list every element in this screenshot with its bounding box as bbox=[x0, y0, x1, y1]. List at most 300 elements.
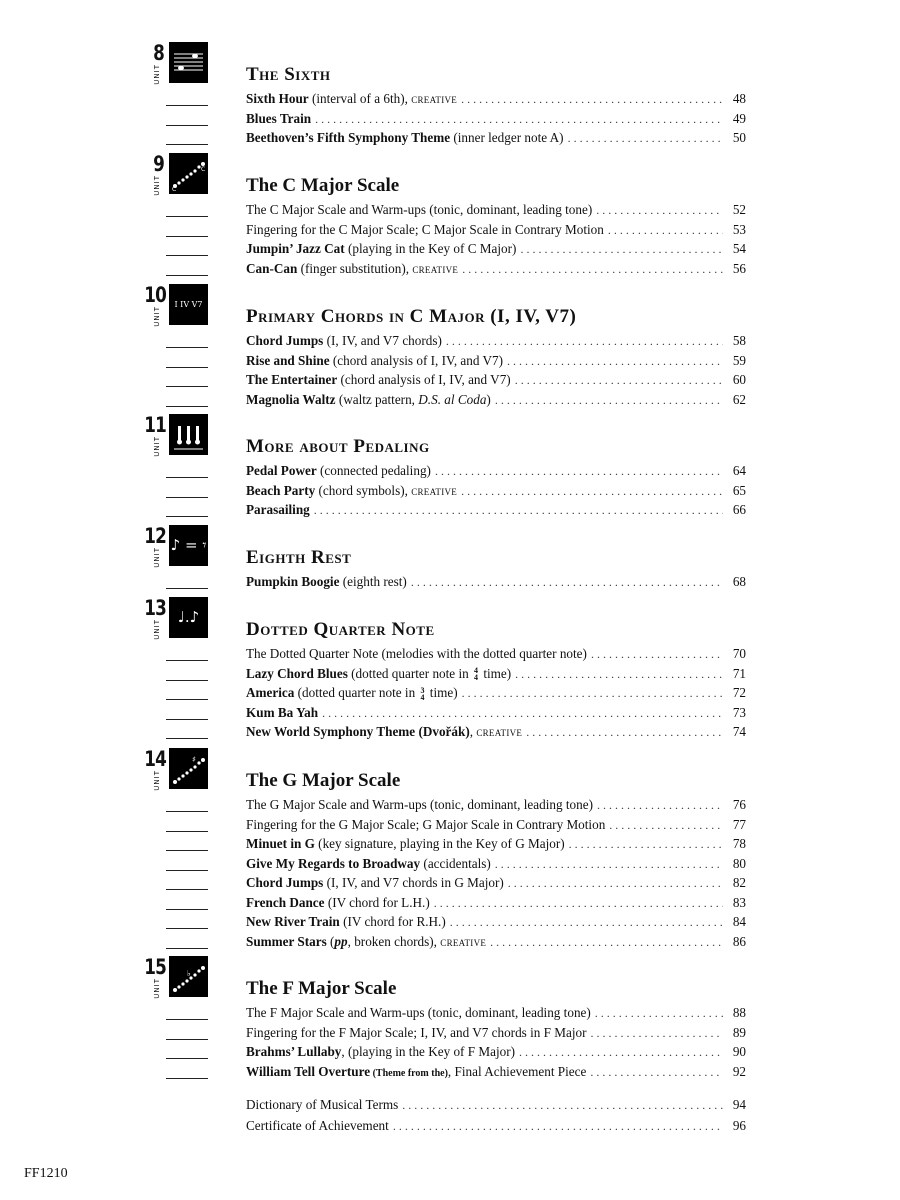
entry-text bbox=[246, 390, 491, 409]
entry-description: (chord analysis of I, IV, and V7) bbox=[337, 372, 511, 387]
entry-description: (chord symbols), bbox=[315, 482, 412, 498]
toc-entry-row bbox=[246, 390, 746, 410]
page-number: 71 bbox=[732, 665, 746, 681]
toc-entry[interactable] bbox=[246, 664, 746, 683]
entry-text bbox=[246, 873, 504, 892]
entry-description: (I, IV, and V7 chords) bbox=[323, 333, 442, 348]
toc-entry-row bbox=[246, 1116, 746, 1136]
entry-italic: D.S. al Coda bbox=[418, 391, 487, 407]
toc-entry-row bbox=[246, 239, 746, 259]
page-number: 64 bbox=[732, 463, 746, 478]
svg-text:♭: ♭ bbox=[187, 969, 191, 978]
checkbox-line[interactable] bbox=[166, 255, 208, 256]
unit-label: UNIT bbox=[153, 547, 161, 568]
entry-description: Fingering for the F Major Scale; I, IV, and V7 chords in F Major bbox=[246, 1024, 587, 1040]
toc-entry[interactable] bbox=[246, 109, 746, 128]
svg-text:♯: ♯ bbox=[192, 755, 196, 764]
entry-description: (I, IV, and V7 chords in G Major) bbox=[323, 875, 504, 890]
entry-text bbox=[246, 200, 592, 219]
time-sig-top: 4 bbox=[474, 666, 479, 676]
unit-title: The G Major Scale bbox=[246, 770, 401, 791]
toc-entry-row bbox=[246, 683, 746, 703]
checkbox-line[interactable] bbox=[166, 719, 208, 720]
page-number: 65 bbox=[732, 482, 746, 498]
entry-text bbox=[246, 912, 446, 931]
piece-title: Parasailing bbox=[246, 502, 310, 517]
creative-tag: creative bbox=[411, 483, 458, 498]
page-number: 82 bbox=[732, 875, 746, 890]
entry-description: (connected pedaling) bbox=[316, 463, 431, 478]
page-number: 96 bbox=[732, 1118, 746, 1133]
dot-leader bbox=[450, 913, 723, 932]
toc-entry-row bbox=[246, 834, 746, 854]
page-number: 58 bbox=[732, 333, 746, 348]
appendix-title: Dictionary of Musical Terms bbox=[246, 1097, 399, 1112]
checkbox-line[interactable] bbox=[166, 850, 208, 851]
entry-description: ( bbox=[326, 933, 335, 949]
c-scale-icon bbox=[169, 153, 208, 194]
toc-entry-row bbox=[246, 1042, 746, 1062]
checkbox-line[interactable] bbox=[166, 386, 208, 387]
toc-entry[interactable] bbox=[246, 815, 746, 834]
unit-label: UNIT bbox=[153, 770, 161, 791]
page-number: 48 bbox=[732, 91, 746, 106]
toc-entry[interactable] bbox=[246, 461, 746, 480]
entry-description: (finger substitution), bbox=[297, 260, 413, 276]
page-number: 74 bbox=[732, 724, 746, 739]
entry-text bbox=[246, 795, 593, 814]
toc-entry[interactable] bbox=[246, 89, 746, 108]
unit-number: 12 bbox=[144, 524, 166, 548]
page-number: 80 bbox=[732, 855, 746, 871]
piece-title: The Entertainer bbox=[246, 372, 338, 387]
toc-entry-row bbox=[246, 644, 746, 664]
entry-description: (IV chord for L.H.) bbox=[324, 894, 430, 910]
dot-leader bbox=[393, 1117, 723, 1136]
pedals-icon bbox=[169, 414, 208, 455]
time-signature bbox=[474, 667, 478, 681]
piece-title: Beethoven’s Fifth Symphony Theme bbox=[246, 130, 451, 145]
entry-description: The Dotted Quarter Note (melodies with the dotted quarter note) bbox=[246, 646, 587, 661]
icon-text: I IV V7 bbox=[174, 300, 203, 309]
toc-entry[interactable] bbox=[246, 854, 746, 873]
page-number: 59 bbox=[732, 352, 746, 368]
appendix-title: Certificate of Achievement bbox=[246, 1118, 389, 1133]
primary-chords-icon bbox=[169, 284, 208, 325]
entry-description: The G Major Scale and Warm-ups (tonic, dominant, leading tone) bbox=[246, 797, 593, 812]
entry-description: (accidentals) bbox=[420, 855, 491, 871]
checkbox-line[interactable] bbox=[166, 1019, 208, 1020]
entry-text bbox=[246, 128, 564, 147]
entry-description: time) bbox=[480, 665, 512, 681]
unit-label: UNIT bbox=[153, 436, 161, 457]
unit-number: 9 bbox=[153, 152, 164, 176]
dot-leader bbox=[515, 665, 723, 684]
checkbox-line[interactable] bbox=[166, 588, 208, 589]
piece-subtitle: (Theme from the) bbox=[370, 1067, 448, 1079]
page-number: 89 bbox=[732, 1024, 746, 1040]
entry-description: (playing in the Key of C Major) bbox=[344, 241, 517, 256]
page-number: 60 bbox=[732, 372, 746, 387]
dot-leader bbox=[569, 835, 723, 854]
toc-entry-row bbox=[246, 815, 746, 835]
checkbox-line[interactable] bbox=[166, 660, 208, 661]
entry-text bbox=[246, 703, 318, 722]
toc-entry-row bbox=[246, 1095, 746, 1115]
checkbox-line[interactable] bbox=[166, 497, 208, 498]
page-number: 68 bbox=[732, 574, 746, 589]
page-number: 88 bbox=[732, 1005, 746, 1020]
entry-text bbox=[246, 644, 587, 663]
entry-text bbox=[246, 854, 491, 873]
piece-title: Blues Train bbox=[246, 110, 312, 126]
toc-entry[interactable] bbox=[246, 873, 746, 892]
checkbox-line[interactable] bbox=[166, 889, 208, 890]
toc-entry[interactable] bbox=[246, 1003, 746, 1022]
entry-text bbox=[246, 815, 605, 834]
page-number: 66 bbox=[732, 502, 746, 517]
svg-text:C: C bbox=[201, 166, 206, 173]
entry-description: , bbox=[469, 724, 477, 739]
appendix-entry[interactable] bbox=[246, 1095, 746, 1114]
toc-entry-row bbox=[246, 89, 746, 109]
dot-leader bbox=[591, 645, 723, 664]
unit-label: UNIT bbox=[153, 306, 161, 327]
piece-title: Summer Stars bbox=[246, 933, 327, 949]
checkbox-line[interactable] bbox=[166, 1078, 208, 1079]
time-sig-bottom: 4 bbox=[420, 692, 425, 702]
entry-text bbox=[246, 683, 458, 702]
dot-leader bbox=[461, 90, 723, 109]
toc-entry-row bbox=[246, 912, 746, 932]
entry-description: The F Major Scale and Warm-ups (tonic, dominant, leading tone) bbox=[246, 1005, 591, 1020]
catalog-code: FF1210 bbox=[24, 1166, 68, 1181]
toc-entry[interactable] bbox=[246, 481, 746, 500]
entry-text bbox=[246, 1042, 515, 1061]
entry-description: (chord analysis of I, IV, and V7) bbox=[329, 352, 504, 368]
icon-text: ♩.♪ bbox=[177, 608, 200, 626]
unit-label: UNIT bbox=[153, 64, 161, 85]
dot-leader bbox=[462, 684, 723, 703]
unit-number: 11 bbox=[144, 413, 166, 437]
piece-title: Chord Jumps bbox=[246, 875, 324, 890]
unit-title: The Sixth bbox=[246, 64, 331, 85]
toc-entry[interactable] bbox=[246, 893, 746, 912]
entry-text bbox=[246, 351, 503, 370]
entry-text bbox=[246, 461, 431, 480]
checkbox-line[interactable] bbox=[166, 909, 208, 910]
dot-leader bbox=[515, 371, 723, 390]
toc-entry-row bbox=[246, 873, 746, 893]
entry-text bbox=[246, 572, 407, 591]
entry-text bbox=[246, 834, 565, 853]
toc-entry-row bbox=[246, 722, 746, 742]
toc-entry[interactable] bbox=[246, 200, 746, 219]
page-number: 50 bbox=[732, 130, 746, 145]
creative-tag: creative bbox=[476, 725, 523, 739]
page-number: 53 bbox=[732, 221, 746, 237]
toc-entry-row bbox=[246, 893, 746, 913]
dot-leader bbox=[314, 501, 723, 520]
checkbox-line[interactable] bbox=[166, 367, 208, 368]
checkbox-line[interactable] bbox=[166, 347, 208, 348]
toc-entry-row bbox=[246, 572, 746, 592]
piece-title: Sixth Hour bbox=[246, 91, 309, 106]
piece-title: Magnolia Waltz bbox=[246, 391, 336, 407]
entry-description: ) bbox=[486, 391, 491, 407]
toc-entry[interactable] bbox=[246, 1042, 746, 1061]
unit-label: UNIT bbox=[153, 619, 161, 640]
toc-entry[interactable] bbox=[246, 128, 746, 147]
page-number: 73 bbox=[732, 704, 746, 720]
entry-description: (inner ledger note A) bbox=[450, 130, 564, 145]
entry-text bbox=[246, 331, 442, 350]
page-number: 54 bbox=[732, 241, 746, 256]
unit-number: 8 bbox=[153, 41, 164, 65]
toc-entry[interactable] bbox=[246, 500, 746, 519]
dot-leader bbox=[609, 816, 723, 835]
toc-entry[interactable] bbox=[246, 683, 746, 702]
toc-entry[interactable] bbox=[246, 644, 746, 663]
page-number: 49 bbox=[732, 110, 746, 126]
toc-entry-row bbox=[246, 370, 746, 390]
page-number: 56 bbox=[732, 260, 746, 276]
dot-leader bbox=[461, 482, 723, 501]
dot-leader bbox=[322, 704, 723, 723]
entry-description: Fingering for the C Major Scale; C Major Scale in Contrary Motion bbox=[246, 221, 604, 237]
toc-entry-row bbox=[246, 854, 746, 874]
creative-tag: creative bbox=[411, 92, 458, 106]
dot-leader bbox=[597, 796, 723, 815]
checkbox-line[interactable] bbox=[166, 680, 208, 681]
toc-entry[interactable] bbox=[246, 390, 746, 409]
toc-entry[interactable] bbox=[246, 572, 746, 591]
unit-number: 15 bbox=[144, 955, 166, 979]
dot-leader bbox=[596, 201, 723, 220]
dot-leader bbox=[526, 723, 723, 742]
unit-title: Primary Chords in C Major (I, IV, V7) bbox=[246, 306, 577, 327]
piece-title: Can-Can bbox=[246, 260, 298, 276]
toc-entry[interactable] bbox=[246, 795, 746, 814]
entry-text bbox=[246, 1003, 591, 1022]
checkbox-line[interactable] bbox=[166, 1039, 208, 1040]
page-number: 84 bbox=[732, 914, 746, 929]
dot-leader bbox=[490, 933, 723, 952]
dot-leader bbox=[519, 1043, 723, 1062]
piece-title: America bbox=[246, 685, 295, 700]
page-number: 83 bbox=[732, 894, 746, 910]
toc-entry-row bbox=[246, 331, 746, 351]
toc-entry[interactable] bbox=[246, 1023, 746, 1042]
piece-title: Lazy Chord Blues bbox=[246, 665, 348, 681]
piece-title: Jumpin’ Jazz Cat bbox=[246, 241, 345, 256]
appendix-entry[interactable] bbox=[246, 1116, 746, 1135]
page-number: 70 bbox=[732, 646, 746, 661]
checkbox-line[interactable] bbox=[166, 738, 208, 739]
dot-leader bbox=[520, 240, 723, 259]
entry-description: (interval of a 6th), bbox=[308, 91, 412, 106]
entry-description: Fingering for the G Major Scale; G Major Scale in Contrary Motion bbox=[246, 816, 606, 832]
dot-leader bbox=[435, 462, 723, 481]
piece-title: Beach Party bbox=[246, 482, 316, 498]
toc-entry[interactable] bbox=[246, 912, 746, 931]
time-sig-bottom: 4 bbox=[474, 673, 479, 683]
checkbox-line[interactable] bbox=[166, 831, 208, 832]
toc-entry[interactable] bbox=[246, 259, 746, 278]
dot-leader bbox=[495, 391, 723, 410]
entry-description: , (playing in the Key of F Major) bbox=[341, 1044, 515, 1059]
dot-leader bbox=[595, 1004, 723, 1023]
unit-label: UNIT bbox=[153, 978, 161, 999]
toc-entry[interactable] bbox=[246, 1062, 746, 1081]
unit-title: Dotted Quarter Note bbox=[246, 619, 435, 640]
toc-entry-row bbox=[246, 500, 746, 520]
staff-sixth-icon bbox=[169, 42, 208, 83]
piece-title: Minuet in G bbox=[246, 836, 315, 851]
toc-entry-row bbox=[246, 1023, 746, 1043]
page-number: 78 bbox=[732, 836, 746, 851]
entry-description: time) bbox=[426, 685, 458, 700]
unit-label: UNIT bbox=[153, 175, 161, 196]
icon-text: ♪ = 𝄾 bbox=[170, 536, 207, 554]
toc-entry-row bbox=[246, 1003, 746, 1023]
dynamic-marking: pp bbox=[334, 933, 348, 949]
toc-entry[interactable] bbox=[246, 834, 746, 853]
entry-text bbox=[246, 481, 457, 501]
toc-entry[interactable] bbox=[246, 331, 746, 350]
dot-leader bbox=[462, 260, 723, 279]
page-number: 86 bbox=[732, 933, 746, 949]
checkbox-line[interactable] bbox=[166, 477, 208, 478]
entry-text bbox=[246, 722, 522, 742]
checkbox-line[interactable] bbox=[166, 216, 208, 217]
checkbox-line[interactable] bbox=[166, 870, 208, 871]
piece-title: Rise and Shine bbox=[246, 352, 330, 368]
entry-text bbox=[246, 89, 457, 109]
piece-title: New River Train bbox=[246, 914, 340, 929]
dot-leader bbox=[446, 332, 723, 351]
svg-text:C: C bbox=[172, 186, 177, 193]
piece-title: New World Symphony Theme (Dvořák) bbox=[246, 724, 470, 739]
toc-entry[interactable] bbox=[246, 722, 746, 741]
toc-entry-row bbox=[246, 259, 746, 279]
toc-entry[interactable] bbox=[246, 351, 746, 370]
entry-description: (dotted quarter note in bbox=[294, 685, 419, 700]
toc-entry-row bbox=[246, 351, 746, 371]
creative-tag: creative bbox=[412, 261, 459, 276]
entry-text bbox=[246, 1023, 587, 1042]
dot-leader bbox=[591, 1024, 723, 1043]
toc-entry-row bbox=[246, 664, 746, 684]
dot-leader bbox=[434, 894, 723, 913]
dot-leader bbox=[507, 352, 723, 371]
checkbox-line[interactable] bbox=[166, 928, 208, 929]
toc-entry-row bbox=[246, 481, 746, 501]
checkbox-line[interactable] bbox=[166, 105, 208, 106]
toc-entry-row bbox=[246, 795, 746, 815]
page-number: 92 bbox=[732, 1063, 746, 1079]
toc-entry-row bbox=[246, 128, 746, 148]
page-number: 62 bbox=[732, 391, 746, 407]
checkbox-line[interactable] bbox=[166, 948, 208, 949]
toc-entry-row bbox=[246, 703, 746, 723]
entry-text bbox=[246, 500, 310, 519]
toc-entry-row bbox=[246, 932, 746, 952]
page-number: 94 bbox=[732, 1097, 746, 1112]
piece-title: Kum Ba Yah bbox=[246, 704, 319, 720]
piece-title: Chord Jumps bbox=[246, 333, 324, 348]
piece-title: Brahms’ Lullaby bbox=[246, 1044, 342, 1059]
piece-title: Pedal Power bbox=[246, 463, 317, 478]
unit-number: 10 bbox=[144, 283, 166, 307]
unit-number: 13 bbox=[144, 596, 166, 620]
dot-leader bbox=[411, 573, 723, 592]
entry-text bbox=[246, 109, 311, 128]
entry-description: (key signature, playing in the Key of G Major) bbox=[314, 836, 565, 851]
checkbox-line[interactable] bbox=[166, 516, 208, 517]
dotted-quarter-icon bbox=[169, 597, 208, 638]
toc-entry[interactable] bbox=[246, 220, 746, 239]
checkbox-line[interactable] bbox=[166, 236, 208, 237]
time-sig-top: 3 bbox=[420, 685, 425, 695]
checkbox-line[interactable] bbox=[166, 406, 208, 407]
eighth-rest-icon bbox=[169, 525, 208, 566]
checkbox-line[interactable] bbox=[166, 144, 208, 145]
unit-number: 14 bbox=[144, 747, 166, 771]
toc-entry-row bbox=[246, 1062, 746, 1083]
entry-description: , broken chords), bbox=[347, 933, 441, 949]
checkbox-line[interactable] bbox=[166, 811, 208, 812]
toc-entry[interactable] bbox=[246, 703, 746, 722]
page-number: 52 bbox=[732, 202, 746, 217]
entry-description: (dotted quarter note in bbox=[347, 665, 473, 681]
checkbox-line[interactable] bbox=[166, 699, 208, 700]
toc-entry-row bbox=[246, 109, 746, 129]
toc-entry[interactable] bbox=[246, 370, 746, 389]
toc-entry-row bbox=[246, 200, 746, 220]
entry-description: , Final Achievement Piece bbox=[447, 1063, 587, 1079]
toc-entry[interactable] bbox=[246, 239, 746, 258]
entry-description: (eighth rest) bbox=[339, 574, 407, 589]
toc-entry-row bbox=[246, 220, 746, 240]
piece-title: Pumpkin Boogie bbox=[246, 574, 340, 589]
checkbox-line[interactable] bbox=[166, 125, 208, 126]
time-signature bbox=[420, 687, 424, 701]
piece-title: William Tell Overture bbox=[246, 1063, 371, 1079]
dot-leader bbox=[508, 874, 723, 893]
entry-description: (IV chord for R.H.) bbox=[339, 914, 446, 929]
checkbox-line[interactable] bbox=[166, 1058, 208, 1059]
page-number: 76 bbox=[732, 797, 746, 812]
piece-title: Give My Regards to Broadway bbox=[246, 855, 421, 871]
creative-tag: creative bbox=[440, 934, 487, 949]
unit-title: The C Major Scale bbox=[246, 175, 400, 196]
unit-title: Eighth Rest bbox=[246, 547, 352, 568]
entry-text bbox=[246, 664, 511, 683]
entry-description: (waltz pattern, bbox=[335, 391, 419, 407]
dot-leader bbox=[608, 221, 723, 240]
entry-text bbox=[246, 932, 486, 952]
entry-text bbox=[246, 239, 516, 258]
dot-leader bbox=[590, 1063, 723, 1082]
unit-title: More about Pedaling bbox=[246, 436, 430, 457]
entry-text bbox=[246, 259, 458, 279]
checkbox-line[interactable] bbox=[166, 275, 208, 276]
entry-description: The C Major Scale and Warm-ups (tonic, dominant, leading tone) bbox=[246, 202, 593, 217]
dot-leader bbox=[568, 129, 723, 148]
toc-entry[interactable] bbox=[246, 932, 746, 951]
toc-entry-row bbox=[246, 461, 746, 481]
